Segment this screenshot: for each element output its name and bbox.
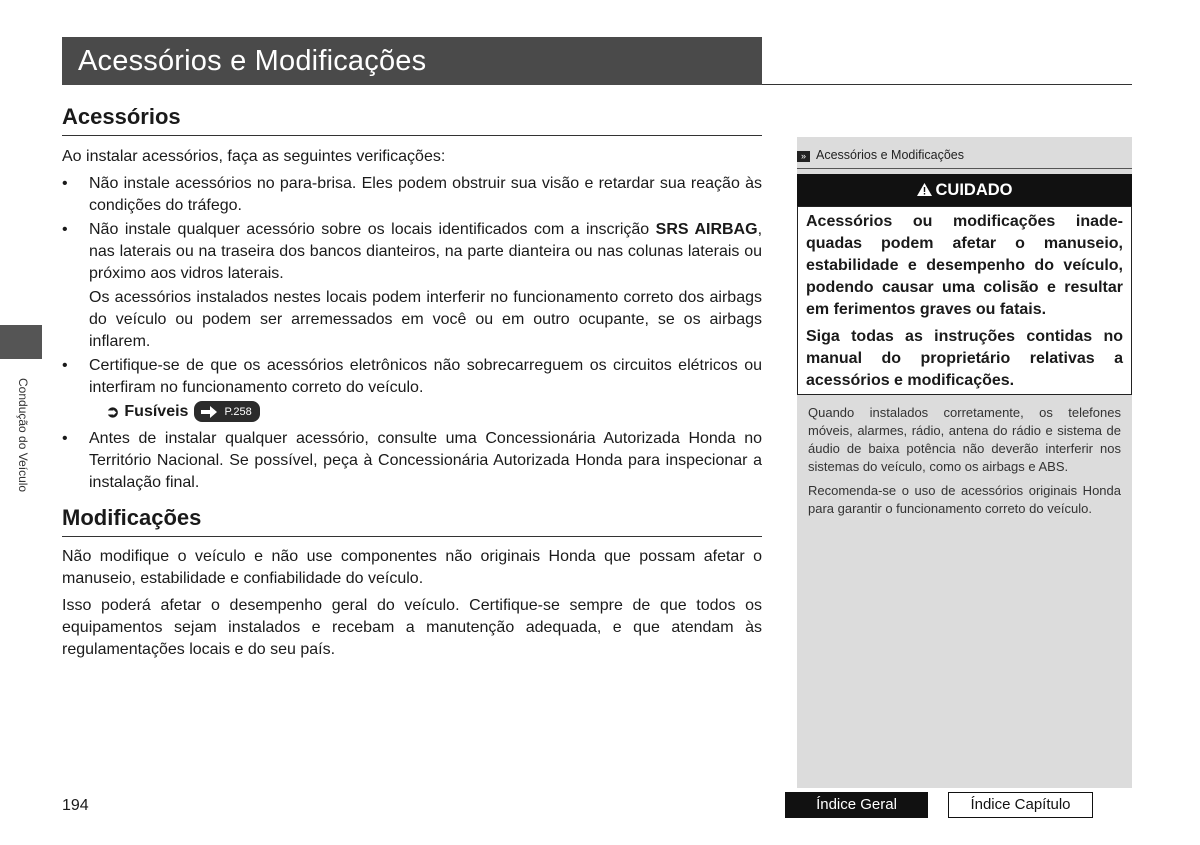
warning-icon — [917, 183, 932, 196]
general-index-button[interactable]: Índice Geral — [785, 792, 928, 818]
accessories-intro: Ao instalar acessórios, faça as seguintes verificações: — [62, 148, 446, 165]
caution-box — [797, 206, 1132, 395]
list-item — [62, 219, 762, 285]
caution-header — [797, 174, 1132, 206]
chapter-side-tab — [0, 325, 42, 359]
chapter-index-button[interactable]: Índice Capítulo — [948, 792, 1093, 818]
modifications-paragraph-2: Isso poderá afetar o desempenho geral do veículo. Certifique-se sempre de que todos os equipamentos sejam instalados e recebam a manutenção adequada, e que atendam às regulamentações locais e do seu país. — [62, 597, 762, 658]
bullet-dot: • — [62, 357, 68, 374]
modifications-heading: Modificações — [62, 505, 762, 537]
accessories-heading: Acessórios — [62, 104, 762, 136]
bullet-dot: • — [62, 175, 68, 192]
bullet-continuation — [62, 287, 762, 353]
title-rule — [762, 84, 1132, 85]
bullet-text: Não instale acessórios no para-brisa. Eles podem obstruir sua visão e retardar sua reação às condições do tráfego. — [89, 175, 762, 214]
sidebar-note-1: Quando instalados corretamente, os telefones móveis, alarmes, rádio, antena do rádio e sistema de áudio de baixa potência não deverão interferir nos sistemas do veículo, como os airbags e ABS. — [808, 405, 1121, 474]
page-reference-badge[interactable] — [194, 401, 259, 422]
bullet-continuation-text: Os acessórios instalados nestes locais podem interferir no funcionamento correto dos airbags do veículo ou podem ser arremessados em você ou em outro ocupante, se os airbags inflarem. — [89, 289, 762, 350]
list-item — [62, 173, 762, 217]
caution-text-2: Siga todas as instruções contidas no manual do proprietário relativas a acessórios e modificações. — [806, 328, 1123, 389]
list-item — [62, 355, 762, 399]
sidebar-reference-header — [797, 148, 1132, 169]
bullet-text-srs: Não instale qualquer acessório sobre os locais identificados com a inscrição SRS AIRBAG, nas laterais ou na traseira dos bancos dianteiros, na parte dianteira ou nas colunas laterais ou próximo aos vidros laterais. — [89, 221, 763, 282]
list-item — [62, 428, 762, 494]
fuses-reference-label: Fusíveis — [124, 402, 189, 420]
arrow-right-icon: ➲ — [106, 403, 120, 421]
sidebar-note-2: Recomenda-se o uso de acessórios originais Honda para garantir o funcionamento correto do veículo. — [808, 483, 1121, 516]
bullet-dot: • — [62, 221, 68, 238]
page-reference: P.258 — [224, 405, 252, 418]
modifications-paragraph-1: Não modifique o veículo e não use componentes não originais Honda que possam afetar o manuseio, estabilidade e confiabilidade do veículo. — [62, 548, 762, 587]
page-number: 194 — [62, 797, 89, 814]
arrow-right-icon — [200, 405, 218, 419]
fuses-reference-link[interactable] — [106, 401, 260, 422]
bullet-text: Certifique-se de que os acessórios eletrônicos não sobrecarreguem os circuitos elétricos ou interfiram no funcionamento correto do veículo. — [89, 357, 762, 396]
chapter-side-label: Condução do Veículo — [16, 378, 30, 493]
page-title-bar — [62, 37, 762, 85]
double-chevron-icon: » — [797, 151, 810, 162]
caution-text-1: Acessórios ou modificações inadequadas podem afetar o manuseio, estabilidade e desempenho do veículo, podendo causar uma colisão e resultar em ferimentos graves ou fatais. — [806, 213, 1123, 318]
page-title: Acessórios e Modificações — [78, 45, 427, 77]
caution-label: CUIDADO — [935, 181, 1013, 199]
sidebar-reference-title: Acessórios e Modificações — [816, 148, 964, 162]
bullet-text: Antes de instalar qualquer acessório, consulte uma Concessionária Autorizada Honda no Território Nacional. Se possível, peça à Concessionária Autorizada Honda para inspecionar a instalação final. — [89, 430, 762, 491]
bullet-dot: • — [62, 430, 68, 447]
